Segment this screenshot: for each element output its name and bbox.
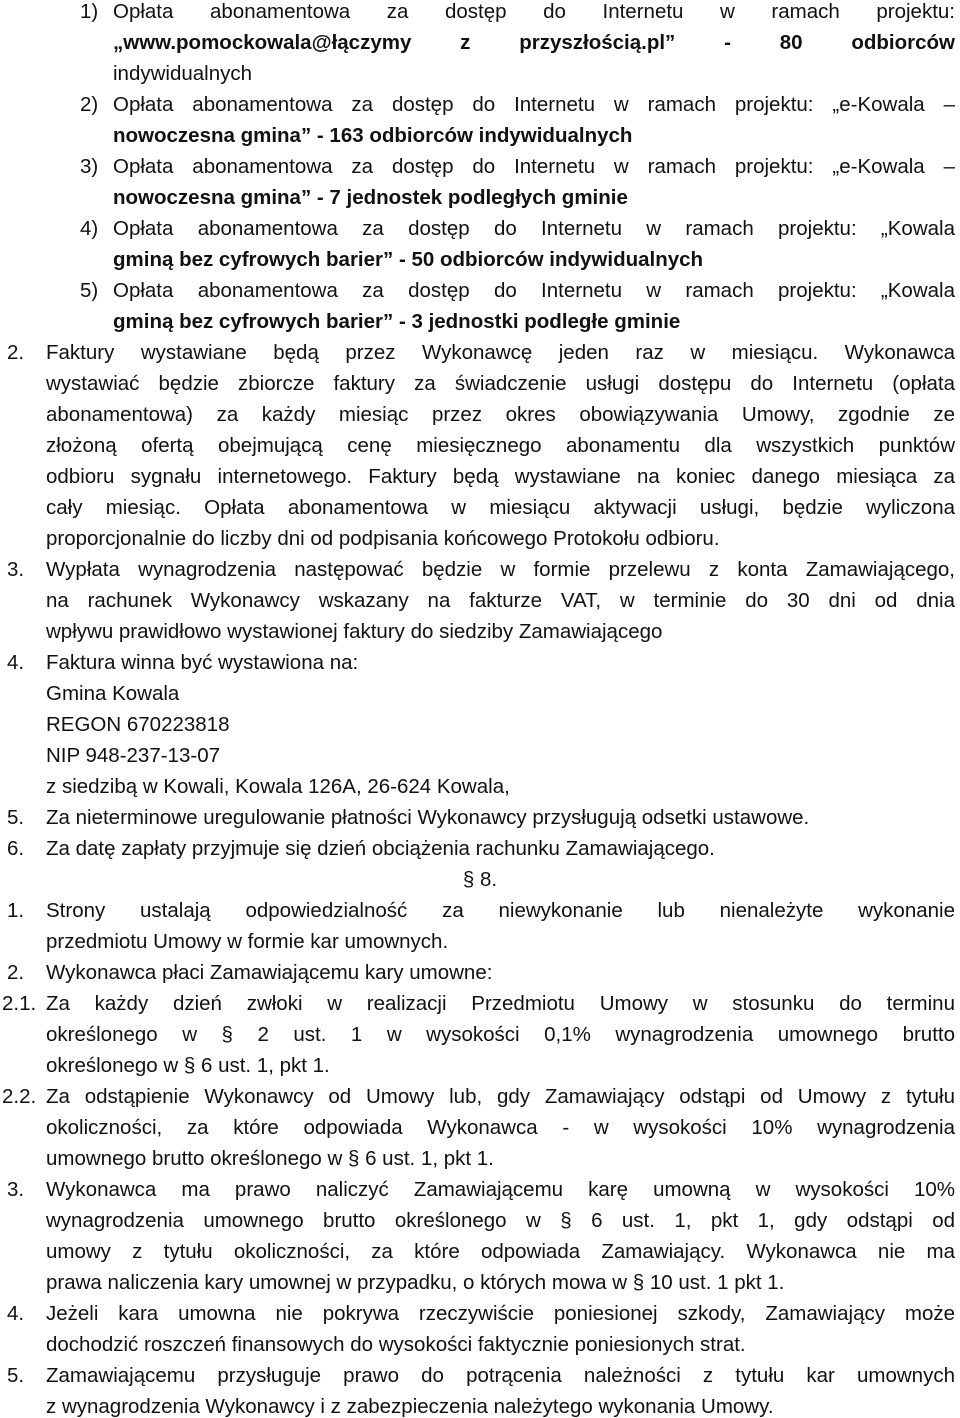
paragraph-line: cały miesiąc. Opłata abonamentowa w miesiącu aktywacji usługi, będzie wyliczona [46,496,955,519]
paragraph-line: Za każdy dzień zwłoki w realizacji Przedmiotu Umowy w stosunku do terminu [46,992,955,1015]
invoice-address: z siedzibą w Kowali, Kowala 126A, 26-624 Kowala, [46,775,510,798]
paragraph-line: prawa naliczenia kary umownej w przypadku, o których mowa w § 10 ust. 1 pkt 1. [46,1271,785,1294]
list-number: 5) [80,279,99,302]
list-number: 2) [80,93,99,116]
invoice-nip: NIP 948-237-13-07 [46,744,220,767]
paragraph-line: Za nieterminowe uregulowanie płatności Wykonawcy przysługują odsetki ustawowe. [46,806,810,829]
paragraph-number: 2. [7,341,25,364]
paragraph-line: Wykonawca ma prawo naliczyć Zamawiającemu karę umowną w wysokości 10% [46,1178,955,1201]
paragraph-number: 4. [7,651,25,674]
paragraph-line: Za datę zapłaty przyjmuje się dzień obciążenia rachunku Zamawiającego. [46,837,715,860]
list-item-line: Opłata abonamentowa za dostęp do Internetu w ramach projektu: „Kowala [113,217,955,240]
paragraph-line: okoliczności, za które odpowiada Wykonawca - w wysokości 10% wynagrodzenia [46,1116,955,1139]
paragraph-number: 5. [7,806,25,829]
list-item-line: gminą bez cyfrowych barier” - 50 odbiorców indywidualnych [113,248,704,271]
paragraph-line: Za odstąpienie Wykonawcy od Umowy lub, gdy Zamawiający odstąpi od Umowy z tytułu [46,1085,955,1108]
paragraph-line: określonego w § 6 ust. 1, pkt 1. [46,1054,330,1077]
paragraph-line: na rachunek Wykonawcy wskazany na fakturze VAT, w terminie do 30 dni od dnia [46,589,955,612]
paragraph-line: z wynagrodzenia Wykonawcy i z zabezpieczenia należytego wykonania Umowy. [46,1395,774,1418]
paragraph-line: abonamentowa) za każdy miesiąc przez okres obowiązywania Umowy, zgodnie ze [46,403,955,426]
paragraph-line: umowy z tytułu okoliczności, za które odpowiada Zamawiający. Wykonawca nie ma [46,1240,955,1263]
paragraph-line: określonego w § 2 ust. 1 w wysokości 0,1% wynagrodzenia umownego brutto [46,1023,955,1046]
list-item-line: gminą bez cyfrowych barier” - 3 jednostki podległe gminie [113,310,681,333]
paragraph-number: 1. [7,899,25,922]
paragraph-number: 4. [7,1302,25,1325]
list-item-line: nowoczesna gmina” - 163 odbiorców indywidualnych [113,124,633,147]
paragraph-line: złożoną ofertą obejmującą cenę miesięcznego abonamentu dla wszystkich punktów [46,434,955,457]
list-item-line: Opłata abonamentowa za dostęp do Internetu w ramach projektu: „Kowala [113,279,955,302]
paragraph-number: 2. [7,961,25,984]
list-number: 4) [80,217,99,240]
paragraph-line: Zamawiającemu przysługuje prawo do potrącenia należności z tytułu kar umownych [46,1364,955,1387]
paragraph-line: Strony ustalają odpowiedzialność za niewykonanie lub nienależyte wykonanie [46,899,955,922]
list-item-line: „www.pomockowala@łączymy z przyszłością.pl” - 80 odbiorców [113,31,955,54]
invoice-name: Gmina Kowala [46,682,180,705]
list-number: 3) [80,155,99,178]
list-number: 1) [80,0,99,23]
paragraph-number: 3. [7,1178,25,1201]
paragraph-number: 6. [7,837,25,860]
paragraph-line: Wypłata wynagrodzenia następować będzie w formie przelewu z konta Zamawiającego, [46,558,955,581]
paragraph-line: wynagrodzenia umownego brutto określonego w § 6 ust. 1, pkt 1, gdy odstąpi od [46,1209,955,1232]
paragraph-line: wystawiać będzie zbiorcze faktury za świadczenie usługi dostępu do Internetu (opłata [46,372,955,395]
invoice-regon: REGON 670223818 [46,713,230,736]
list-item-line: indywidualnych [113,62,253,85]
list-item-line: Opłata abonamentowa za dostęp do Internetu w ramach projektu: „e-Kowala – [113,155,955,178]
paragraph-number: 2.2. [2,1085,37,1108]
paragraph-line: Jeżeli kara umowna nie pokrywa rzeczywiście poniesionej szkody, Zamawiający może [46,1302,955,1325]
list-item-line: Opłata abonamentowa za dostęp do Internetu w ramach projektu: [113,0,955,23]
paragraph-line: proporcjonalnie do liczby dni od podpisania końcowego Protokołu odbioru. [46,527,720,550]
paragraph-line: Faktura winna być wystawiona na: [46,651,359,674]
paragraph-line: umownego brutto określonego w § 6 ust. 1, pkt 1. [46,1147,494,1170]
list-item-line: Opłata abonamentowa za dostęp do Internetu w ramach projektu: „e-Kowala – [113,93,955,116]
paragraph-line: dochodzić roszczeń finansowych do wysokości faktycznie poniesionych strat. [46,1333,746,1356]
section-heading: § 8. [462,868,498,891]
paragraph-line: Wykonawca płaci Zamawiającemu kary umowne: [46,961,493,984]
paragraph-number: 5. [7,1364,25,1387]
paragraph-line: wpływu prawidłowo wystawionej faktury do siedziby Zamawiającego [46,620,663,643]
paragraph-line: odbioru sygnału internetowego. Faktury będą wystawiane na koniec danego miesiąca za [46,465,955,488]
paragraph-number: 3. [7,558,25,581]
paragraph-line: Faktury wystawiane będą przez Wykonawcę jeden raz w miesiącu. Wykonawca [46,341,955,364]
paragraph-number: 2.1. [2,992,37,1015]
list-item-line: nowoczesna gmina” - 7 jednostek podległych gminie [113,186,628,209]
paragraph-line: przedmiotu Umowy w formie kar umownych. [46,930,449,953]
